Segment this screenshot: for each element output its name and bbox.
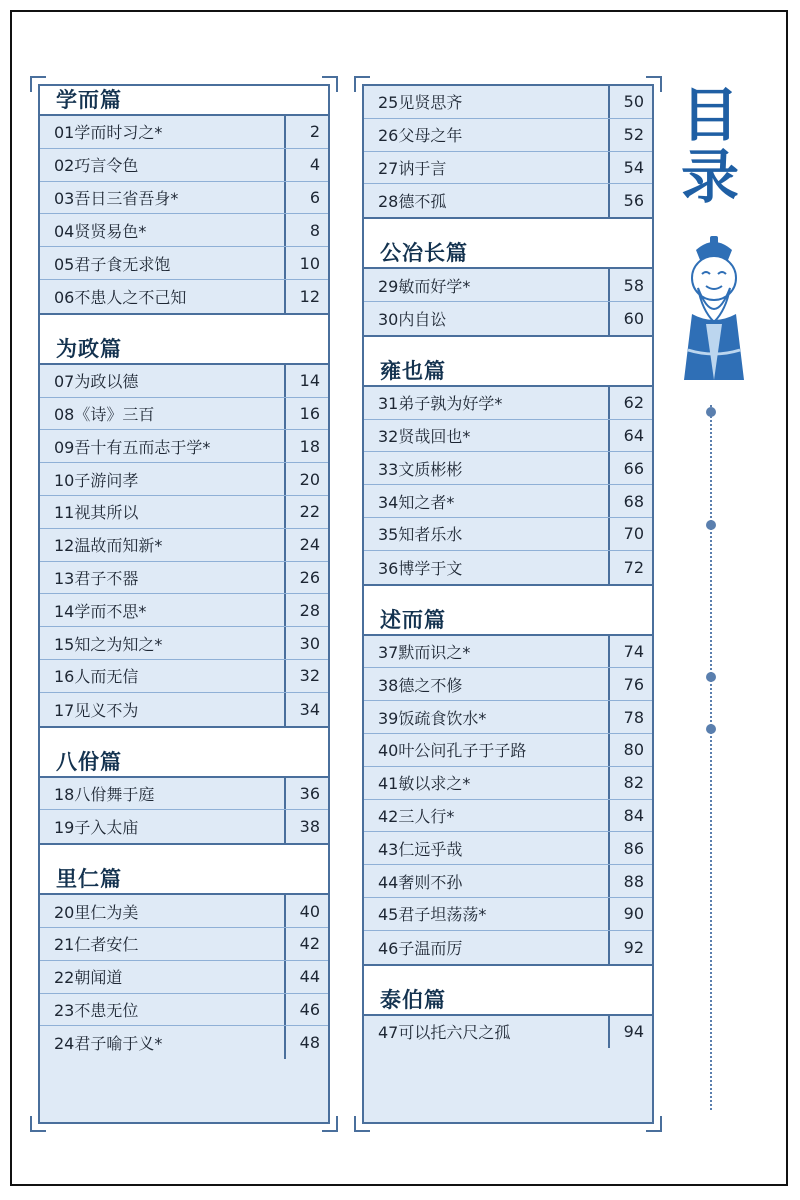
- toc-entry-title: 38德之不修: [378, 675, 463, 695]
- section-heading: 述而篇: [364, 606, 652, 636]
- section-heading: 为政篇: [40, 335, 328, 365]
- toc-entry-title: 39饭疏食饮水*: [378, 708, 487, 728]
- toc-entry-page-number: 6: [284, 182, 328, 214]
- section-gap: [364, 335, 652, 357]
- toc-entry-title: 22朝闻道: [54, 968, 123, 988]
- toc-entry-page-number: 44: [284, 961, 328, 993]
- toc-entry-title: 45君子坦荡荡*: [378, 905, 487, 925]
- toc-entry[interactable]: [40, 430, 328, 463]
- toc-entry[interactable]: [364, 865, 652, 898]
- toc-entry[interactable]: [364, 184, 652, 217]
- toc-entry-page-number: 88: [608, 865, 652, 897]
- toc-entry-page-number: 24: [284, 529, 328, 561]
- toc-entry-page-number: 56: [608, 184, 652, 217]
- toc-entry-title: 27讷于言: [378, 158, 447, 178]
- toc-entry-title: 40叶公问孔子于子路: [378, 741, 527, 761]
- toc-entry-page-number: 68: [608, 485, 652, 517]
- toc-entry-page-number: 26: [284, 562, 328, 594]
- toc-entry-title: 17见义不为: [54, 700, 139, 720]
- toc-entry-page-number: 30: [284, 627, 328, 659]
- toc-entry-page-number: 90: [608, 898, 652, 930]
- toc-entry-page-number: 40: [284, 895, 328, 927]
- toc-entry-title: 01学而时习之*: [54, 123, 163, 143]
- toc-column-right: [362, 84, 654, 1124]
- toc-entry-page-number: 16: [284, 398, 328, 430]
- toc-entry-title: 44奢则不孙: [378, 872, 463, 892]
- toc-entry-title: 32贤哉回也*: [378, 426, 471, 446]
- toc-entry-page-number: 20: [284, 463, 328, 495]
- toc-entry-page-number: 2: [284, 116, 328, 148]
- toc-entry-page-number: 34: [284, 693, 328, 726]
- toc-entry-page-number: 58: [608, 269, 652, 301]
- toc-entry[interactable]: [40, 365, 328, 398]
- toc-entry[interactable]: [40, 895, 328, 928]
- toc-entry[interactable]: [364, 832, 652, 865]
- toc-entry-title: 35知者乐水: [378, 525, 463, 545]
- toc-entry-title: 14学而不思*: [54, 601, 147, 621]
- decorative-dot: [706, 672, 716, 682]
- toc-entry-title: 47可以托六尺之孤: [378, 1023, 511, 1043]
- toc-entry-page-number: 64: [608, 420, 652, 452]
- toc-entry-page-number: 92: [608, 931, 652, 964]
- toc-entry-page-number: 86: [608, 832, 652, 864]
- toc-entry-title: 26父母之年: [378, 126, 463, 146]
- toc-entry-title: 31弟子孰为好学*: [378, 394, 503, 414]
- toc-entry-title: 02巧言令色: [54, 156, 139, 176]
- toc-entry-page-number: 62: [608, 387, 652, 419]
- toc-entry[interactable]: [364, 931, 652, 964]
- toc-entry-title: 36博学于文: [378, 558, 463, 578]
- toc-entry-title: 37默而识之*: [378, 642, 471, 662]
- toc-entry[interactable]: [364, 420, 652, 453]
- toc-entry[interactable]: [40, 214, 328, 247]
- section-gap: [40, 726, 328, 748]
- toc-entry-title: 29敏而好学*: [378, 276, 471, 296]
- toc-entry-title: 15知之为知之*: [54, 634, 163, 654]
- toc-entry-title: 07为政以德: [54, 372, 139, 392]
- section-gap: [364, 964, 652, 986]
- toc-entry-title: 28德不孤: [378, 192, 447, 212]
- toc-entry[interactable]: [40, 463, 328, 496]
- toc-entry[interactable]: [364, 1016, 652, 1049]
- toc-entry-page-number: 32: [284, 660, 328, 692]
- toc-entry[interactable]: [364, 518, 652, 551]
- toc-entry[interactable]: [40, 778, 328, 811]
- toc-entry[interactable]: [364, 269, 652, 302]
- toc-entry[interactable]: [364, 387, 652, 420]
- toc-entry-title: 18八佾舞于庭: [54, 784, 155, 804]
- toc-entry[interactable]: [40, 928, 328, 961]
- toc-entry[interactable]: [364, 152, 652, 185]
- toc-entry-title: 11视其所以: [54, 503, 139, 523]
- toc-column-left: [38, 84, 330, 1124]
- toc-entry[interactable]: [40, 398, 328, 431]
- toc-entry-page-number: 50: [608, 86, 652, 118]
- decorative-dot: [706, 407, 716, 417]
- toc-entry[interactable]: [364, 668, 652, 701]
- section-heading: 公冶长篇: [364, 239, 652, 269]
- section-gap: [364, 584, 652, 606]
- toc-entry-title: 24君子喻于义*: [54, 1034, 163, 1054]
- toc-entry[interactable]: [40, 693, 328, 726]
- toc-entry[interactable]: [364, 302, 652, 335]
- toc-entry-page-number: 76: [608, 668, 652, 700]
- section-gap: [40, 313, 328, 335]
- toc-entry-title: 03吾日三省吾身*: [54, 188, 179, 208]
- toc-entry[interactable]: [40, 280, 328, 313]
- toc-entry-title: 12温故而知新*: [54, 536, 163, 556]
- toc-entry-title: 16人而无信: [54, 667, 139, 687]
- toc-entry-page-number: 28: [284, 594, 328, 626]
- toc-entry[interactable]: [40, 594, 328, 627]
- toc-entry-page-number: 70: [608, 518, 652, 550]
- toc-entry[interactable]: [40, 810, 328, 843]
- toc-entry-title: 13君子不器: [54, 568, 139, 588]
- toc-entry-title: 41敏以求之*: [378, 774, 471, 794]
- toc-entry[interactable]: [364, 701, 652, 734]
- toc-entry[interactable]: [40, 247, 328, 280]
- decorative-dot: [706, 520, 716, 530]
- toc-entry-title: 06不患人之不己知: [54, 287, 187, 307]
- toc-entry-title: 30内自讼: [378, 309, 447, 329]
- confucius-illustration: [666, 230, 762, 380]
- toc-entry-page-number: 84: [608, 800, 652, 832]
- toc-entry[interactable]: [40, 961, 328, 994]
- toc-entry-title: 46子温而厉: [378, 938, 463, 958]
- toc-entry-title: 05君子食无求饱: [54, 254, 171, 274]
- toc-entry-page-number: 8: [284, 214, 328, 246]
- toc-entry[interactable]: [40, 660, 328, 693]
- toc-entry[interactable]: [364, 551, 652, 584]
- toc-entry-page-number: 12: [284, 280, 328, 313]
- toc-entry-page-number: 14: [284, 365, 328, 397]
- toc-entry-page-number: 48: [284, 1026, 328, 1059]
- toc-entry-page-number: 10: [284, 247, 328, 279]
- toc-entry[interactable]: [40, 627, 328, 660]
- toc-entry-title: 43仁远乎哉: [378, 839, 463, 859]
- toc-entry-page-number: 66: [608, 452, 652, 484]
- toc-entry[interactable]: [364, 636, 652, 669]
- decorative-dotted-line: [710, 405, 712, 1110]
- toc-entry[interactable]: [40, 562, 328, 595]
- toc-entry[interactable]: [40, 1026, 328, 1059]
- toc-entry-page-number: 74: [608, 636, 652, 668]
- toc-entry[interactable]: [364, 86, 652, 119]
- toc-entry-title: 42三人行*: [378, 806, 455, 826]
- toc-entry-title: 08《诗》三百: [54, 404, 155, 424]
- toc-entry-title: 21仁者安仁: [54, 935, 139, 955]
- section-heading: 泰伯篇: [364, 986, 652, 1016]
- toc-entry-page-number: 60: [608, 302, 652, 335]
- section-gap: [40, 843, 328, 865]
- toc-entry-title: 23不患无位: [54, 1000, 139, 1020]
- section-heading: 雍也篇: [364, 357, 652, 387]
- toc-entry-title: 09吾十有五而志于学*: [54, 437, 211, 457]
- section-heading: 里仁篇: [40, 865, 328, 895]
- toc-entry[interactable]: [40, 182, 328, 215]
- toc-entry[interactable]: [364, 734, 652, 767]
- toc-entry-page-number: 72: [608, 551, 652, 584]
- toc-entry-page-number: 80: [608, 734, 652, 766]
- toc-entry-title: 04贤贤易色*: [54, 221, 147, 241]
- toc-entry-page-number: 82: [608, 767, 652, 799]
- toc-entry-page-number: 94: [608, 1016, 652, 1049]
- toc-entry-page-number: 38: [284, 810, 328, 843]
- toc-entry-title: 34知之者*: [378, 492, 455, 512]
- toc-entry[interactable]: [364, 485, 652, 518]
- toc-entry-title: 20里仁为美: [54, 902, 139, 922]
- toc-entry-page-number: 42: [284, 928, 328, 960]
- section-heading: 八佾篇: [40, 748, 328, 778]
- section-gap: [364, 217, 652, 239]
- toc-entry-page-number: 4: [284, 149, 328, 181]
- toc-entry[interactable]: [364, 767, 652, 800]
- toc-entry[interactable]: [40, 496, 328, 529]
- toc-entry[interactable]: [40, 116, 328, 149]
- toc-entry-title: 33文质彬彬: [378, 459, 463, 479]
- toc-entry-page-number: 22: [284, 496, 328, 528]
- toc-entry[interactable]: [40, 994, 328, 1027]
- toc-entry-title: 10子游问孝: [54, 470, 139, 490]
- toc-entry[interactable]: [364, 898, 652, 931]
- toc-entry-page-number: 54: [608, 152, 652, 184]
- toc-entry[interactable]: [364, 452, 652, 485]
- toc-entry-page-number: 52: [608, 119, 652, 151]
- toc-entry-page-number: 46: [284, 994, 328, 1026]
- toc-entry-page-number: 18: [284, 430, 328, 462]
- toc-entry-page-number: 78: [608, 701, 652, 733]
- decorative-dot: [706, 724, 716, 734]
- toc-entry-page-number: 36: [284, 778, 328, 810]
- toc-entry[interactable]: [364, 800, 652, 833]
- toc-entry[interactable]: [40, 529, 328, 562]
- toc-entry-title: 25见贤思齐: [378, 93, 463, 113]
- toc-entry[interactable]: [40, 149, 328, 182]
- section-heading: 学而篇: [40, 86, 328, 116]
- toc-entry[interactable]: [364, 119, 652, 152]
- page-heading: 目录: [671, 84, 739, 208]
- toc-entry-title: 19子入太庙: [54, 818, 139, 838]
